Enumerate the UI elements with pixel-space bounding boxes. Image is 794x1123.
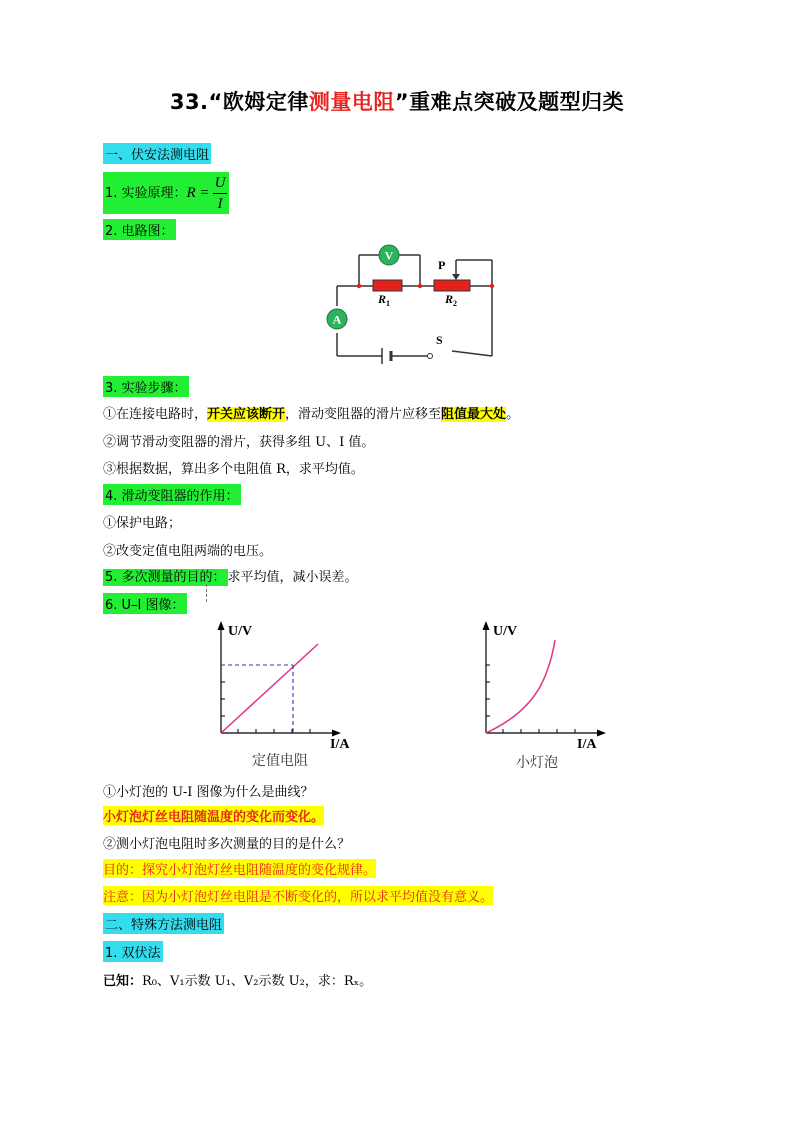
circuit-diagram	[320, 238, 500, 366]
purpose-row: 5. 多次测量的目的： 求平均值，减小误差。	[105, 570, 358, 585]
svg-text:I/A: I/A	[330, 737, 350, 750]
caption-fixed-resistor: 定值电阻	[252, 753, 308, 769]
graph-lamp	[465, 615, 625, 750]
rheostat-role-1: ①保护电路；	[103, 516, 182, 531]
step-3: ③根据数据，算出多个电阻值 R，求平均值。	[103, 462, 364, 477]
curve-series	[486, 640, 555, 733]
step-2: ②调节滑动变阻器的滑片，获得多组 U、I 值。	[103, 435, 375, 450]
principle-row	[103, 172, 229, 214]
answer-2: 目的：探究小灯泡灯丝电阻随温度的变化规律。	[103, 859, 376, 878]
svg-text:A: A	[332, 312, 342, 327]
question-1: ①小灯泡的 U-I 图像为什么是曲线？	[103, 785, 314, 800]
svg-text:I/A: I/A	[577, 737, 597, 750]
circuit-label: 2. 电路图：	[103, 219, 176, 240]
page-title: 33.“欧姆定律测量电阻”重难点突破及题型归类	[169, 90, 625, 114]
svg-text:R: R	[445, 292, 454, 306]
rheostat-r2	[434, 280, 470, 291]
svg-text:U/V: U/V	[228, 624, 253, 639]
graph-label: 6. U–I 图像：	[103, 593, 187, 614]
caption-lamp: 小灯泡	[516, 755, 558, 771]
question-2: ②测小灯泡电阻时多次测量的目的是什么？	[103, 837, 351, 852]
switch-icon	[428, 354, 433, 359]
rheostat-label: 4. 滑动变阻器的作用：	[103, 484, 241, 505]
given-row: 已知：R₀、V₁示数 U₁、V₂示数 U₂，求：Rₓ。	[103, 974, 373, 989]
section-1-heading: 一、伏安法测电阻	[103, 143, 211, 164]
rheostat-role-2: ②改变定值电阻两端的电压。	[103, 544, 273, 559]
divider	[206, 584, 207, 602]
section-2-heading: 二、特殊方法测电阻	[103, 913, 224, 934]
graph-fixed-resistor	[200, 615, 360, 750]
svg-text:V: V	[384, 248, 394, 263]
svg-text:1: 1	[386, 299, 390, 308]
step-1: ①在连接电路时，开关应该断开，滑动变阻器的滑片应移至阻值最大处。	[103, 407, 520, 422]
answer-1: 小灯泡灯丝电阻随温度的变化而变化。	[103, 806, 324, 825]
note: 注意：因为小灯泡灯丝电阻是不断变化的，所以求平均值没有意义。	[103, 886, 493, 905]
steps-label: 3. 实验步骤：	[103, 376, 189, 397]
svg-text:R: R	[378, 292, 387, 306]
line-series	[221, 644, 318, 733]
principle-label: 1. 实验原理：R = $\frac{U}{I}$	[103, 172, 229, 214]
svg-text:U/V: U/V	[493, 624, 518, 639]
svg-text:S: S	[436, 333, 443, 347]
svg-text:P: P	[438, 258, 446, 272]
principle-fraction: $\frac{U}{I}$	[214, 175, 226, 212]
svg-text:2: 2	[453, 299, 457, 308]
resistor-r1	[373, 280, 402, 291]
double-voltmeter-heading: 1. 双伏法	[103, 941, 163, 962]
